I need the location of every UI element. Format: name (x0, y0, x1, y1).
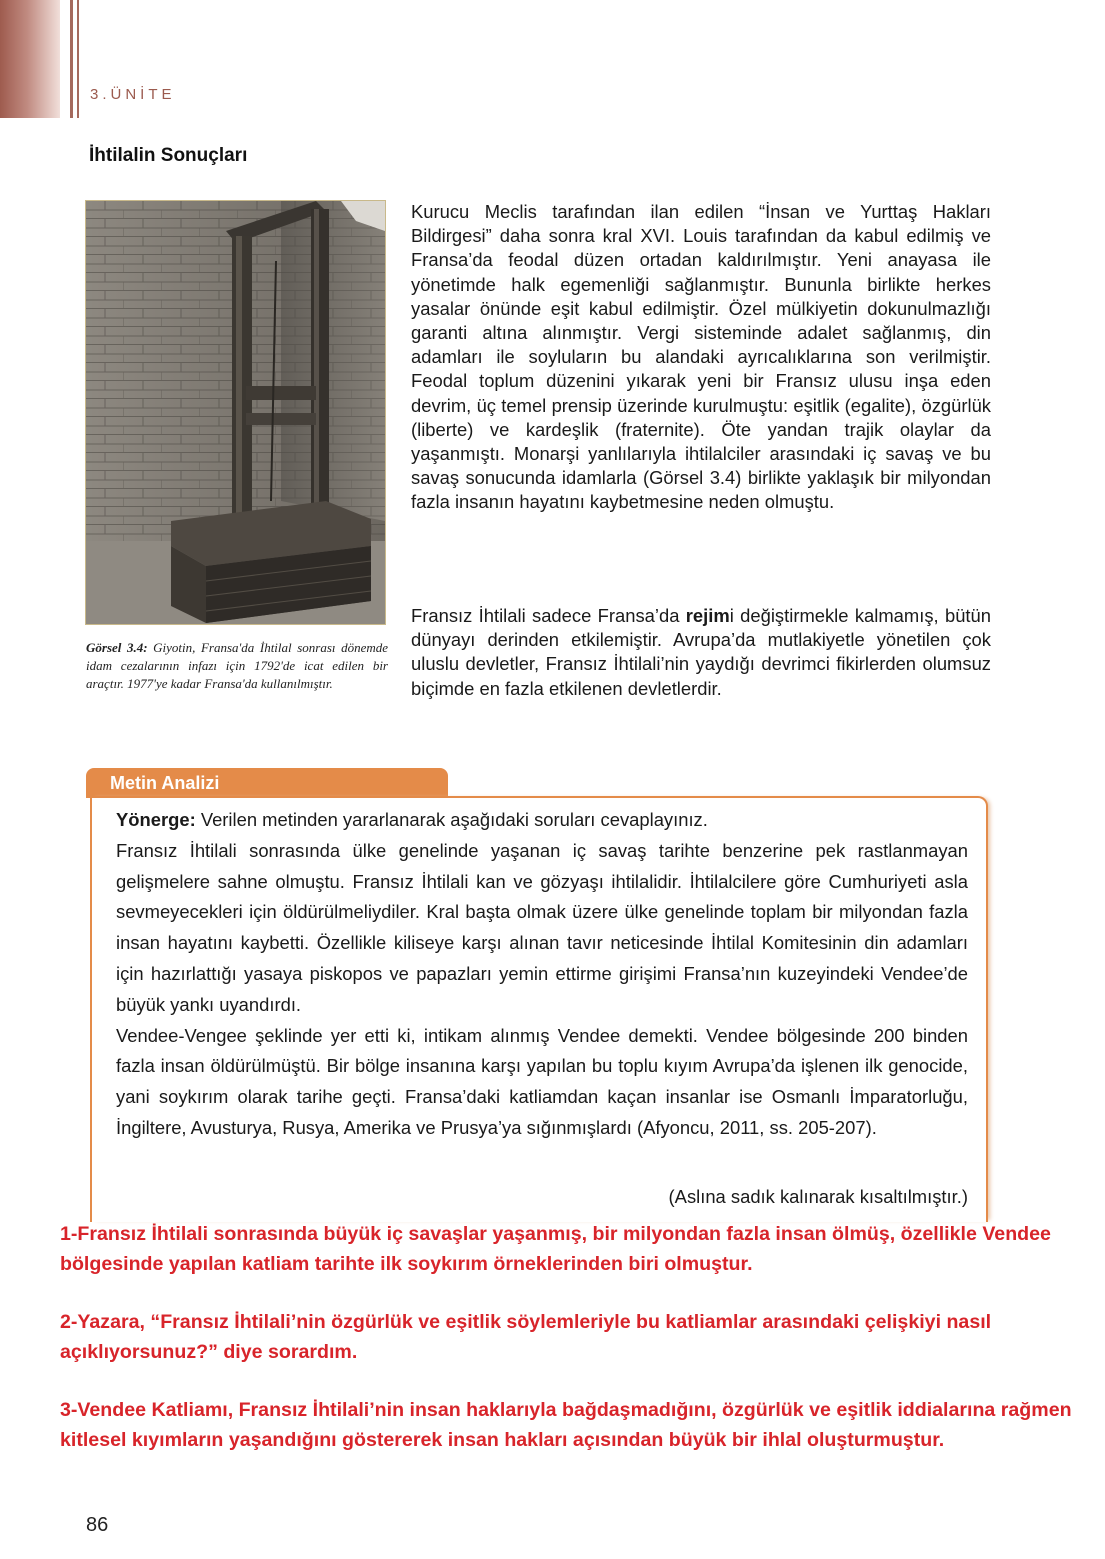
body-paragraph-2 (411, 604, 991, 701)
header-rule (70, 0, 73, 118)
text-segment: i değiştirmekle kalmamış, bütün dünyayı derinden etkilemiştir. Avrupa’da mutlakiyetle yönetilen çok uluslu devletler, Fransız İhtilali’nin yaydığı devrimci fikirlerden olumsuz biçimde en fazla etkilenen devletlerdir. (411, 605, 991, 699)
bold-term: rejim (685, 605, 730, 626)
caption-text: Giyotin, Fransa'da İhtilal sonrası dönemde idam cezalarının infazı için 1792'de icat edilen bir araçtır. 1977'ye kadar Fransa'da kullanılmıştır. (86, 640, 389, 691)
answer-2: 2-Yazara, “Fransız İhtilali’nin özgürlük ve eşitlik söylemleriyle bu katliamlar arasındaki çelişkiyi nasıl açıklıyorsunuz?” diye sorardım. (60, 1311, 992, 1363)
analysis-content (116, 805, 968, 1144)
text-segment: Fransız İhtilali sadece Fransa’da (411, 605, 686, 626)
source-note: (Aslına sadık kalınarak kısaltılmıştır.) (668, 1186, 968, 1207)
caption-label: Görsel 3.4: (86, 640, 148, 655)
analysis-text-2: Vendee-Vengee şeklinde yer etti ki, intikam alınmış Vendee demekti. Vendee bölgesinde 200 binden fazla insan öldürülmüştü. Bir bölge insanına karşı yapılan bu toplu kıyım Avrupa’da işlenen ilk genocide, yani soykırım olarak tarihe geçti. Fransa’daki katliamdan kaçan insanlar ise Osmanlı İmparatorluğu, İngiltere, Avusturya, Rusya, Amerika ve Prusya’ya sığınmışlardı (Afyoncu, 2011, ss. 205-207). (116, 1024, 968, 1138)
analysis-header (86, 768, 448, 798)
analysis-text-1: Fransız İhtilali sonrasında ülke genelinde yaşanan iç savaş tarihte benzerine pek rastlanmayan gelişmelere sahne olmuştu. Fransız İhtilali kan ve gözyaşı ihtilalidir. İhtilalcilere göre Cumhuriyeti asla sevmeyecekleri için öldürülmeliydiler. Kral başta olmak üzere ülke genelinde toplam bir milyondan fazla insan hayatını kaybetti. Özellikle kiliseye karşı alınan tavır neticesinde İhtilal Komitesinin din adamları için hazırlattığı yasaya piskopos ve papazları yemin ettirme girişimi Fransa’nın kuzeyindeki Vendee’de büyük yankı uyandırdı. (116, 839, 968, 1015)
paragraph-text: Kurucu Meclis tarafından ilan edilen “İnsan ve Yurttaş Hakları Bildirgesi” daha sonra kral XVI. Louis tarafından da kabul edilmiş ve Fransa’da feodal düzen ortadan kaldırılmıştır. Yeni anayasa ile yönetimde halk egemenliği sağlanmıştır. Bununla birlikte herkes yasalar önünde eşit kabul edilmiştir. Özel mülkiyetin dokunulmazlığı garanti altına alınmıştır. Vergi sisteminde adalet sağlanmış, din adamları ile soyluların bu alandaki ayrıcalıklarına son verilmiştir. Feodal toplum düzenini yıkarak yeni bir Fransız ulusu inşa eden devrim, üç temel prensip üzerinde kurulmuştu: eşitlik (egalite), özgürlük (liberte) ve kardeşlik (fraternite). Öte yandan trajik olaylar da yaşanmıştı. Monarşi yanlılarıyla ihtilalciler arasındaki iç savaş ve bu savaş sonucunda idamlarla (Görsel 3.4) birlikte yaklaşık bir milyondan fazla insanın hayatını kaybetmesine neden olmuştu. (411, 201, 991, 513)
answer-3: 3-Vendee Katliamı, Fransız İhtilali’nin insan haklarıyla bağdaşmadığını, özgürlük ve eşitlik iddialarına rağmen kitlesel kıyımların yaşandığını göstererek insan hakları açısından büyük bir ihlal oluşturmuştur. (60, 1399, 1072, 1451)
unit-label: 3.ÜNİTE (90, 86, 176, 103)
analysis-title: Metin Analizi (110, 773, 220, 793)
page-number: 86 (86, 1514, 109, 1536)
instruction-text: Verilen metinden yararlanarak aşağıdaki soruları cevaplayınız. (195, 809, 708, 830)
figure-caption (86, 639, 388, 693)
corner-decoration (0, 0, 60, 118)
section-title: İhtilalin Sonuçları (89, 145, 248, 166)
answer-1: 1-Fransız İhtilali sonrasında büyük iç savaşlar yaşanmış, bir milyondan fazla insan ölmüş, özellikle Vendee bölgesinde yapılan katliam tarihte ilk soykırım örneklerinden biri olmuştur. (60, 1223, 1051, 1275)
guillotine-photo (85, 200, 386, 625)
paragraph-text (411, 604, 991, 701)
instruction (116, 805, 968, 836)
instruction-label: Yönerge: (116, 809, 196, 830)
answers (60, 1220, 1090, 1484)
body-paragraph-1 (411, 200, 991, 515)
header-rule (77, 0, 79, 118)
